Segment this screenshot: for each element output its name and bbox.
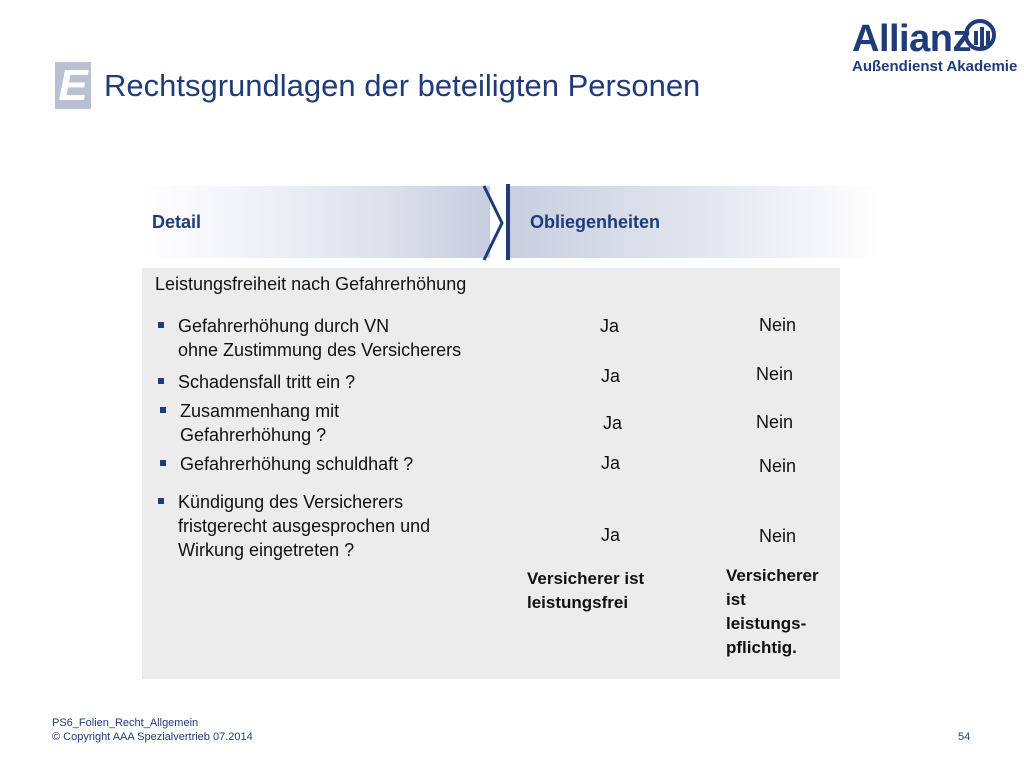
criterion-line: ohne Zustimmung des Versicherers <box>178 340 462 360</box>
panel-heading: Leistungsfreiheit nach Gefahrerhöhung <box>155 274 467 294</box>
criterion-line: Gefahrerhöhung schuldhaft ? <box>180 454 414 474</box>
bullet-icon <box>160 407 166 413</box>
answer-no: Nein <box>759 526 797 546</box>
brand-subtitle: Außendienst Akademie <box>852 58 1018 75</box>
result-leistungspflichtig <box>726 564 819 660</box>
criterion-line: Schadensfall tritt ein ? <box>178 372 356 392</box>
criterion-line: Kündigung des Versicherers <box>178 492 404 512</box>
chapter-badge-letter: E <box>58 61 88 110</box>
nav-step-detail[interactable] <box>140 186 490 258</box>
page-title: Rechtsgrundlagen der beteiligten Personen <box>104 68 701 103</box>
chevron-right-icon <box>482 184 504 262</box>
allianz-eagle-icon <box>964 19 996 51</box>
answer-yes: Ja <box>600 316 620 336</box>
criterion-line: Zusammenhang mit <box>180 401 340 421</box>
bullet-icon <box>158 498 164 504</box>
result-line: Versicherer ist <box>527 569 645 588</box>
criterion-line: Gefahrerhöhung durch VN <box>178 316 390 336</box>
answer-yes: Ja <box>603 413 623 433</box>
result-line: Versicherer <box>726 566 819 585</box>
answer-no: Nein <box>756 412 794 432</box>
footer-copyright: © Copyright AAA Spezialvertrieb 07.2014 <box>52 731 253 743</box>
result-line: ist <box>726 590 746 609</box>
nav-step-obliegenheiten-label: Obliegenheiten <box>530 212 661 232</box>
result-leistungsfrei <box>527 567 644 615</box>
criterion-line: Gefahrerhöhung ? <box>180 425 327 445</box>
nav-step-detail-label: Detail <box>152 212 202 232</box>
result-line: leistungs- <box>726 614 807 633</box>
criterion-line: fristgerecht ausgesprochen und <box>178 516 431 536</box>
chapter-badge <box>55 62 91 109</box>
footer-filename: PS6_Folien_Recht_Allgemein <box>52 717 199 729</box>
result-line: pflichtig. <box>726 638 797 657</box>
answer-yes: Ja <box>601 453 621 473</box>
answer-no: Nein <box>759 456 797 476</box>
bullet-icon <box>158 322 164 328</box>
bullet-icon <box>158 378 164 384</box>
brand-logo-text: Allianz <box>852 18 971 60</box>
nav-step-obliegenheiten[interactable] <box>510 186 880 258</box>
answer-yes: Ja <box>601 525 621 545</box>
result-line: leistungsfrei <box>527 593 629 612</box>
answer-no: Nein <box>756 364 794 384</box>
answer-no: Nein <box>759 315 797 335</box>
bullet-icon <box>160 460 166 466</box>
answer-yes: Ja <box>601 366 621 386</box>
page-number: 54 <box>958 731 971 743</box>
criterion-line: Wirkung eingetreten ? <box>178 540 355 560</box>
